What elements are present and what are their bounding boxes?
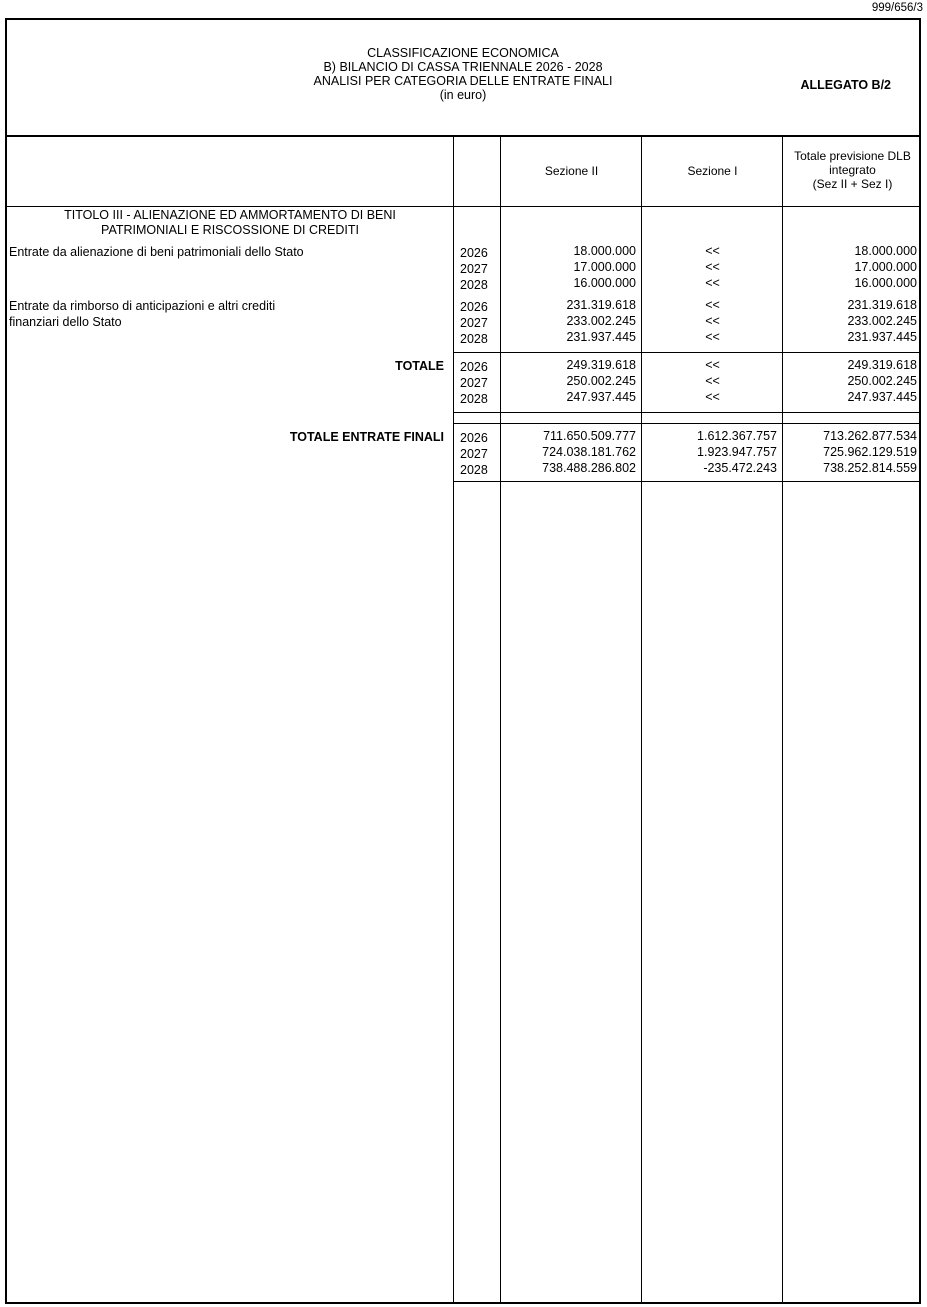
value-total: 250.002.245 bbox=[847, 374, 917, 388]
value-sez1: << bbox=[705, 390, 720, 404]
year-cell: 2026 bbox=[460, 360, 488, 374]
column-header-totale-line1: Totale previsione DLB bbox=[794, 149, 911, 163]
finali-separator-top bbox=[453, 423, 919, 424]
value-sez2: 16.000.000 bbox=[573, 276, 636, 290]
year-cell: 2028 bbox=[460, 392, 488, 406]
column-divider-total bbox=[782, 137, 783, 1302]
value-sez2: 738.488.286.802 bbox=[542, 461, 636, 475]
column-header-totale bbox=[784, 149, 921, 191]
totale-entrate-finali-label: TOTALE ENTRATE FINALI bbox=[289, 430, 444, 444]
category-label-alienazione: Entrate da alienazione di beni patrimoniali dello Stato bbox=[9, 245, 304, 259]
value-sez2: 249.319.618 bbox=[566, 358, 636, 372]
year-cell: 2028 bbox=[460, 332, 488, 346]
value-total: 231.319.618 bbox=[847, 298, 917, 312]
column-header-sezione-i: Sezione I bbox=[687, 164, 738, 178]
finali-separator-bottom bbox=[453, 481, 919, 482]
value-total: 713.262.877.534 bbox=[823, 429, 917, 443]
value-sez2: 247.937.445 bbox=[566, 390, 636, 404]
value-sez2: 233.002.245 bbox=[566, 314, 636, 328]
column-header-totale-line3: (Sez II + Sez I) bbox=[812, 177, 893, 191]
value-total: 247.937.445 bbox=[847, 390, 917, 404]
year-cell: 2027 bbox=[460, 447, 488, 461]
header-line-classification: CLASSIFICAZIONE ECONOMICA bbox=[367, 46, 559, 60]
titolo-line1: TITOLO III - ALIENAZIONE ED AMMORTAMENTO DI BENI bbox=[64, 208, 396, 222]
value-sez1: << bbox=[705, 244, 720, 258]
value-total: 738.252.814.559 bbox=[823, 461, 917, 475]
totale-separator-bottom bbox=[453, 412, 919, 413]
page-reference: 999/656/3 bbox=[871, 2, 923, 14]
value-sez1: << bbox=[705, 358, 720, 372]
value-sez1: 1.612.367.757 bbox=[697, 429, 777, 443]
value-total: 18.000.000 bbox=[854, 244, 917, 258]
value-sez1: << bbox=[705, 314, 720, 328]
value-total: 17.000.000 bbox=[854, 260, 917, 274]
value-sez1: << bbox=[705, 374, 720, 388]
column-divider-sez1 bbox=[641, 137, 642, 1302]
header-separator bbox=[7, 206, 919, 207]
column-header-totale-line2: integrato bbox=[829, 163, 876, 177]
year-cell: 2027 bbox=[460, 262, 488, 276]
category-label-rimborso: Entrate da rimborso di anticipazioni e altri crediti bbox=[9, 299, 276, 313]
year-cell: 2028 bbox=[460, 463, 488, 477]
value-sez1: << bbox=[705, 330, 720, 344]
column-header-sezione-ii: Sezione II bbox=[544, 164, 599, 178]
year-cell: 2026 bbox=[460, 431, 488, 445]
value-sez2: 724.038.181.762 bbox=[542, 445, 636, 459]
value-sez2: 18.000.000 bbox=[573, 244, 636, 258]
value-sez1: -235.472.243 bbox=[703, 461, 777, 475]
titolo-line2: PATRIMONIALI E RISCOSSIONE DI CREDITI bbox=[101, 223, 359, 237]
header-line-analysis: ANALISI PER CATEGORIA DELLE ENTRATE FINALI bbox=[313, 74, 613, 88]
header-line-unit: (in euro) bbox=[439, 88, 487, 102]
value-sez1: << bbox=[705, 260, 720, 274]
allegato-label: ALLEGATO B/2 bbox=[800, 78, 891, 92]
totale-separator-top bbox=[453, 352, 919, 353]
value-sez2: 231.319.618 bbox=[566, 298, 636, 312]
year-cell: 2028 bbox=[460, 278, 488, 292]
totale-label: TOTALE bbox=[395, 359, 444, 373]
value-sez2: 250.002.245 bbox=[566, 374, 636, 388]
year-cell: 2026 bbox=[460, 300, 488, 314]
value-total: 725.962.129.519 bbox=[823, 445, 917, 459]
value-sez1: << bbox=[705, 276, 720, 290]
value-total: 231.937.445 bbox=[847, 330, 917, 344]
titolo-heading bbox=[7, 208, 453, 238]
column-divider-year bbox=[453, 137, 454, 1302]
year-cell: 2026 bbox=[460, 246, 488, 260]
year-cell: 2027 bbox=[460, 316, 488, 330]
value-sez2: 711.650.509.777 bbox=[543, 429, 636, 443]
value-sez2: 231.937.445 bbox=[566, 330, 636, 344]
value-sez1: 1.923.947.757 bbox=[697, 445, 777, 459]
budget-table bbox=[5, 135, 921, 1304]
value-total: 233.002.245 bbox=[847, 314, 917, 328]
year-cell: 2027 bbox=[460, 376, 488, 390]
document-header bbox=[5, 18, 921, 135]
value-sez1: << bbox=[705, 298, 720, 312]
header-title-block bbox=[7, 46, 919, 102]
category-label-rimborso-line2: finanziari dello Stato bbox=[9, 315, 122, 329]
value-total: 16.000.000 bbox=[854, 276, 917, 290]
value-sez2: 17.000.000 bbox=[573, 260, 636, 274]
column-divider-sez2 bbox=[500, 137, 501, 1302]
value-total: 249.319.618 bbox=[847, 358, 917, 372]
header-line-budget: B) BILANCIO DI CASSA TRIENNALE 2026 - 2028 bbox=[323, 60, 603, 74]
